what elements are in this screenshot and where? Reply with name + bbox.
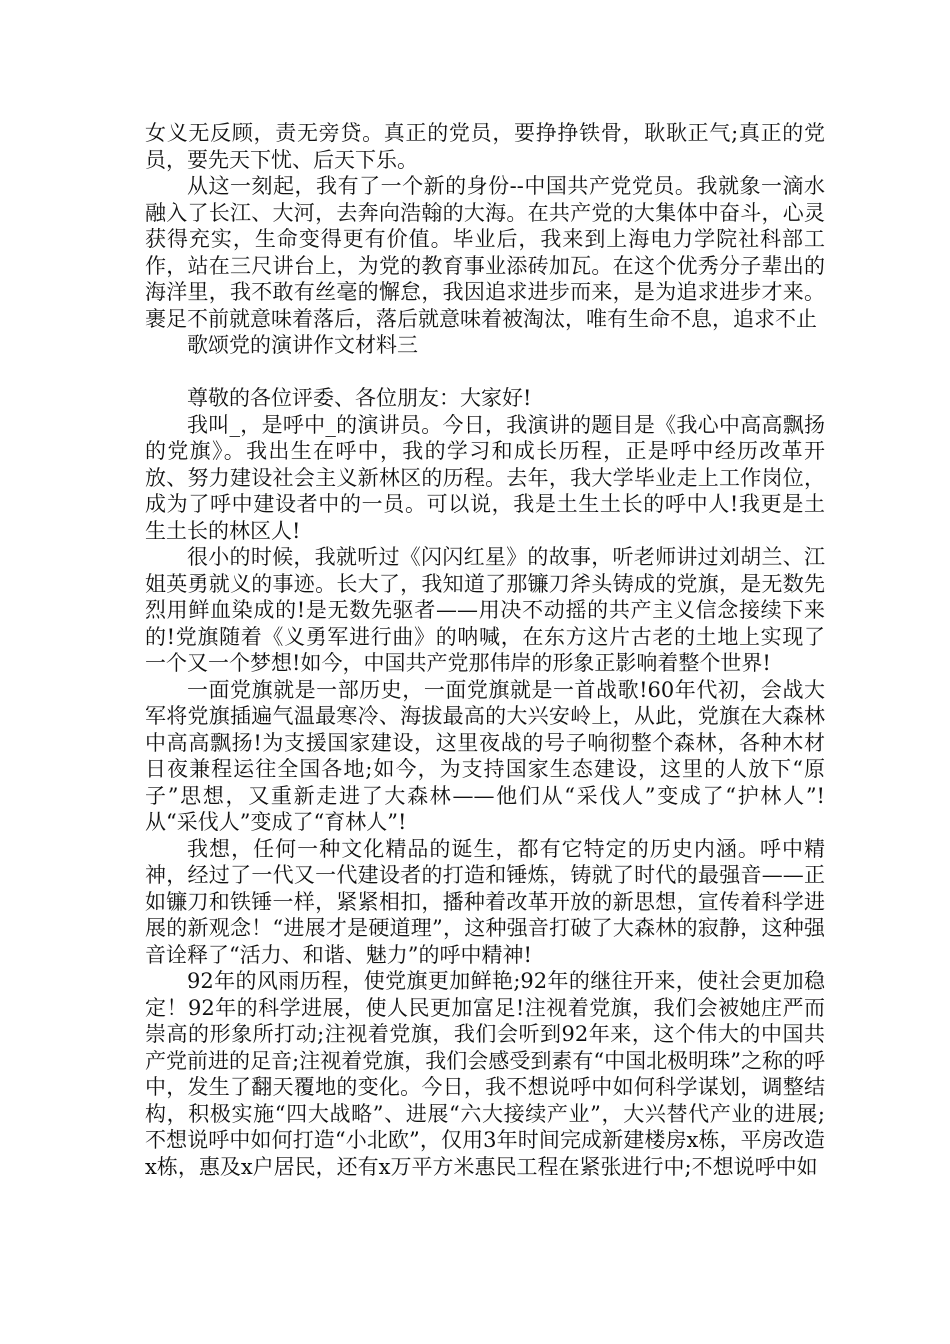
paragraph: 一面党旗就是一部历史，一面党旗就是一首战歌!60年代初，会战大军将党旗插遍气温最寒冷、海拔最高的大兴安岭上，从此，党旗在大森林中高高飘扬!为支援国家建设，这里夜战的号子响彻整个森林，各种木材日夜兼程运往全国各地;如今，为支持国家生态建设，这里的人放下“原子”思想，又重新走进了大森林——他们从“采伐人”变成了“护林人”!从“采伐人”变成了“育林人”! [145,677,825,834]
greeting: 尊敬的各位评委、各位朋友：大家好! [187,386,532,410]
paragraph: 92年的风雨历程，使党旗更加鲜艳;92年的继往开来，使社会更加稳定！92年的科学进展，使人民更加富足!注视着党旗，我们会被她庄严而崇高的形象所打动;注视着党旗，我们会听到92年来，这个伟大的中国共产党前进的足音;注视着党旗，我们会感受到素有“中国北极明珠”之称的呼中，发生了翻天覆地的变化。今日，我不想说呼中如何科学谋划，调整结构，积极实施“四大战略”、进展“六大接续产业”，大兴替代产业的进展;不想说呼中如何打造“小北欧”，仅用3年时间完成新建楼房x栋，平房改造x栋，惠及x户居民，还有x万平方米惠民工程在紧张进行中;不想说呼中如 [145,969,825,1179]
section-heading: 歌颂党的演讲作文材料三 [187,333,418,357]
document-body [145,120,825,1180]
paragraph: 我叫_，是呼中_的演讲员。今日，我演讲的题目是《我心中高高飘扬的党旗》。我出生在呼中，我的学习和成长历程，正是呼中经历改革开放、努力建设社会主义新林区的历程。去年，我大学毕业走上工作岗位，成为了呼中建设者中的一员。可以说，我是土生土长的呼中人!我更是土生土长的林区人! [145,412,825,543]
paragraph: 很小的时候，我就听过《闪闪红星》的故事，听老师讲过刘胡兰、江姐英勇就义的事迹。长大了，我知道了那镰刀斧头铸成的党旗，是无数先烈用鲜血染成的!是无数先驱者——用决不动摇的共产主义信念接续下来的!党旗随着《义勇军进行曲》的呐喊，在东方这片古老的土地上实现了一个又一个梦想!如今，中国共产党那伟岸的形象正影响着整个世界! [145,545,825,675]
paragraph-continuation: 女义无反顾，责无旁贷。真正的党员，要挣挣铁骨，耿耿正气;真正的党员，要先天下忧、后天下乐。 [145,121,825,172]
paragraph: 我想，任何一种文化精品的诞生，都有它特定的历史内涵。呼中精神，经过了一代又一代建设者的打造和锤炼，铸就了时代的最强音——正如镰刀和铁锤一样，紧紧相扣，播种着改革开放的新思想，宣传着科学进展的新观念！“进展才是硬道理”，这种强音打破了大森林的寂静，这种强音诠释了“活力、和谐、魅力”的呼中精神! [145,836,825,967]
paragraph: 从这一刻起，我有了一个新的身份--中国共产党党员。我就象一滴水融入了长江、大河，去奔向浩翰的大海。在共产党的大集体中奋斗，心灵获得充实，生命变得更有价值。毕业后，我来到上海电力学院社科部工作，站在三尺讲台上，为党的教育事业添砖加瓦。在这个优秀分子辈出的海洋里，我不敢有丝毫的懈怠，我因追求进步而来，是为追求进步才来。裹足不前就意味着落后，落后就意味着被淘汰，唯有生命不息，追求不止 [145,174,825,331]
